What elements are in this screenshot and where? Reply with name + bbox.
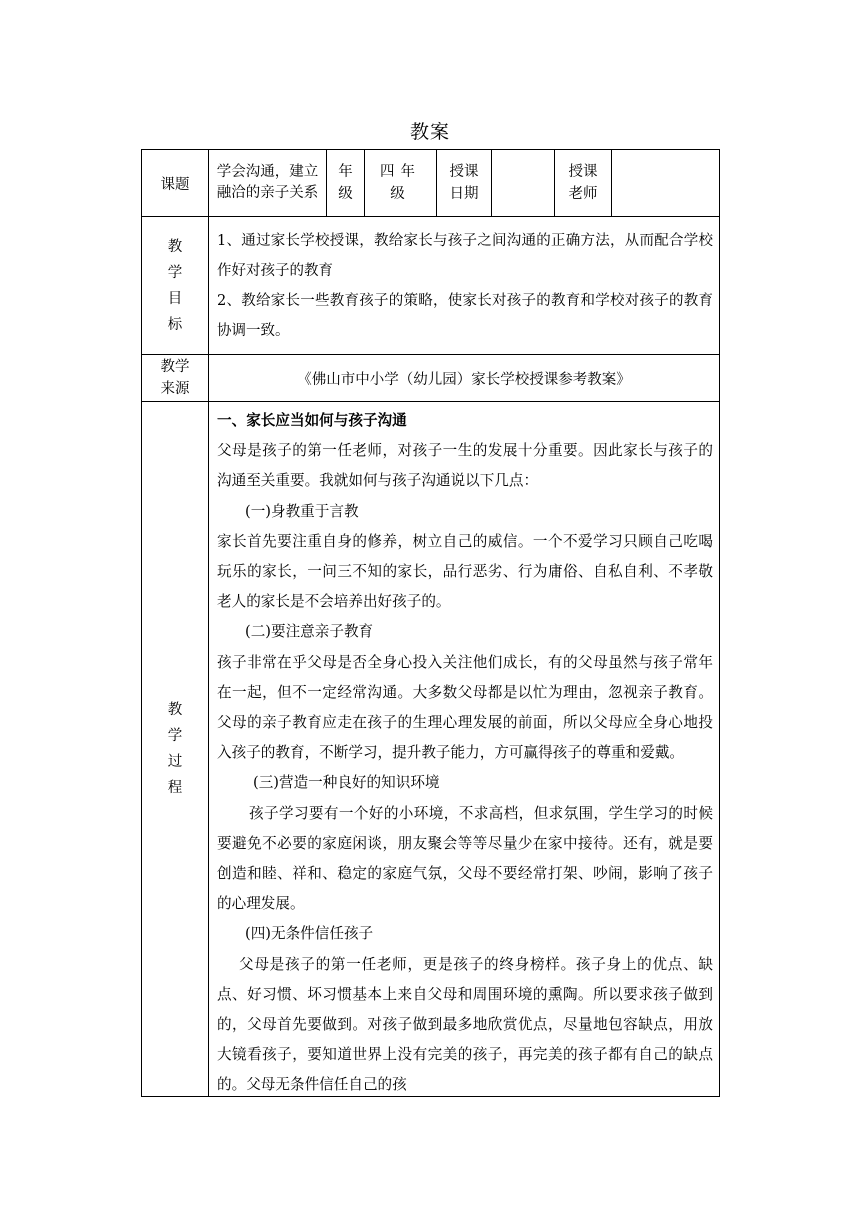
teacher-label: 授课老师 (568, 164, 598, 202)
process-row (142, 402, 720, 1097)
goal-item-1: 1、通过家长学校授课，教给家长与孩子之间沟通的正确方法，从而配合学校作好对孩子的教育 (217, 232, 713, 279)
grade-value-cell (365, 150, 437, 217)
teacher-value (612, 150, 720, 217)
section-title-1: (一)身教重于言教 (245, 502, 359, 520)
grade-label-cell (327, 150, 365, 217)
source-value: 《佛山市中小学（幼儿园）家长学校授课参考教案》 (209, 355, 720, 402)
date-value (492, 150, 555, 217)
source-label-cell (142, 355, 209, 402)
source-label: 教学来源 (160, 359, 190, 397)
source-row (142, 355, 720, 402)
goals-content-cell (209, 217, 720, 355)
lesson-plan-table (141, 149, 720, 1097)
header-row (142, 150, 720, 217)
section-text-1: 家长首先要注重自身的修养，树立自己的威信。一个不爱学习只顾自己吃喝玩乐的家长，一问三不知的家长，品行恶劣、行为庸俗、自私自利、不孝敬老人的家长是不会培养出好孩子的。 (217, 532, 713, 611)
process-content-cell (209, 402, 720, 1097)
section-title-3: (三)营造一种良好的知识环境 (253, 774, 440, 792)
topic-label: 课题 (142, 150, 209, 217)
document-title: 教案 (409, 121, 450, 143)
section-title-4: (四)无条件信任孩子 (245, 925, 374, 943)
date-label-cell (437, 150, 492, 217)
goals-label-cell (142, 217, 209, 355)
goals-row (142, 217, 720, 355)
process-intro: 父母是孩子的第一任老师，对孩子一生的发展十分重要。因此家长与孩子的沟通至关重要。我就如何与孩子沟通说以下几点： (217, 442, 713, 490)
goals-label: 教学目标 (167, 238, 183, 333)
grade-value: 四年级 (380, 164, 421, 202)
topic-value: 学会沟通，建立融洽的亲子关系 (216, 164, 319, 201)
process-label: 教学过程 (167, 702, 183, 796)
goal-item-2: 2、教给家长一些教育孩子的策略，使家长对孩子的教育和学校对孩子的教育协调一致。 (217, 292, 713, 339)
date-label: 授课日期 (449, 164, 479, 202)
teacher-label-cell (555, 150, 612, 217)
process-label-cell (142, 402, 209, 1097)
section-text-2: 孩子非常在乎父母是否全身心投入关注他们成长，有的父母虽然与孩子常年在一起，但不一定经常沟通。大多数父母都是以忙为理由，忽视亲子教育。父母的亲子教育应走在孩子的生理心理发展的前面，所以父母应全身心地投入孩子的教育，不断学习，提升教子能力，方可赢得孩子的尊重和爱戴。 (217, 653, 713, 762)
section-text-3: 孩子学习要有一个好的小环境，不求高档，但求氛围，学生学习的时候要避免不必要的家庭闲谈，朋友聚会等等尽量少在家中接待。还有，就是要创造和睦、祥和、稳定的家庭气氛，父母不要经常打架、吵闹，影响了孩子的心理发展。 (217, 804, 713, 913)
section-title-2: (二)要注意亲子教育 (245, 623, 374, 641)
grade-label: 年级 (338, 164, 353, 202)
topic-value-cell (209, 150, 327, 217)
process-heading: 一、家长应当如何与孩子沟通 (217, 412, 407, 429)
section-text-4: 父母是孩子的第一任老师，更是孩子的终身榜样。孩子身上的优点、缺点、好习惯、坏习惯基本上来自父母和周围环境的熏陶。所以要求孩子做到的，父母首先要做到。对孩子做到最多地欣赏优点，尽量地包容缺点，用放大镜看孩子，要知道世界上没有完美的孩子，再完美的孩子都有自己的缺点的。父母无条件信任自己的孩 (217, 955, 713, 1094)
